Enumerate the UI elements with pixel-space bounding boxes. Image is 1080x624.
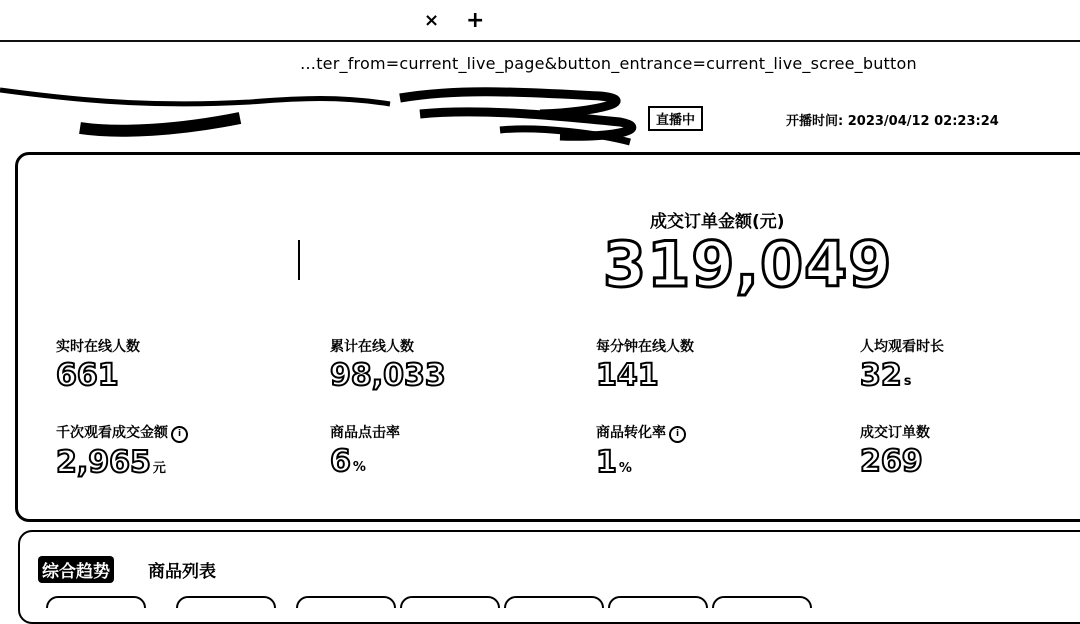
tab-product-list[interactable]: 商品列表 — [148, 562, 216, 582]
info-icon[interactable]: i — [171, 426, 188, 443]
metric-label: 商品点击率 — [330, 425, 400, 441]
filter-chip[interactable] — [296, 596, 396, 608]
metric-realtime-online — [56, 336, 140, 393]
metric-unit: 元 — [152, 461, 166, 476]
gmv-label: 成交订单金额(元) — [650, 212, 785, 232]
metric-value: 269 — [860, 444, 923, 479]
metric-label: 实时在线人数 — [56, 339, 140, 355]
metric-unit: % — [618, 461, 632, 476]
metric-label: 千次观看成交金额 — [56, 425, 168, 441]
metric-avg-watch-time — [860, 336, 944, 393]
filter-chip[interactable] — [46, 596, 146, 608]
metric-cumulative-online — [330, 336, 446, 393]
browser-tab-bar — [0, 0, 1080, 42]
metric-label: 每分钟在线人数 — [596, 339, 694, 355]
close-tab-icon[interactable]: × — [424, 10, 440, 31]
metric-order-count — [860, 422, 930, 479]
metric-conversion-rate — [596, 422, 686, 480]
filter-chip[interactable] — [504, 596, 604, 608]
metric-value: 1 — [596, 445, 617, 480]
address-bar-url[interactable]: …ter_from=current_live_page&button_entrance=current_live_scree_button — [300, 54, 917, 73]
filter-chip[interactable] — [608, 596, 708, 608]
metric-value: 661 — [56, 358, 119, 393]
gmv-value: 319,049 — [603, 228, 893, 301]
metric-unit: % — [352, 460, 366, 475]
metric-value: 98,033 — [330, 358, 446, 393]
metric-value: 141 — [596, 358, 659, 393]
metric-label: 成交订单数 — [860, 425, 930, 441]
metric-unit: s — [903, 374, 912, 389]
info-icon[interactable]: i — [669, 426, 686, 443]
tab-overall-trend[interactable]: 综合趋势 — [38, 556, 114, 583]
metric-value: 6 — [330, 444, 351, 479]
metric-value: 2,965 — [56, 445, 151, 480]
tabs-panel — [18, 530, 1080, 624]
metric-per-minute-online — [596, 336, 694, 393]
metric-gpm — [56, 422, 188, 480]
filter-chip[interactable] — [176, 596, 276, 608]
filter-chip[interactable] — [712, 596, 812, 608]
start-time: 开播时间: 2023/04/12 02:23:24 — [786, 114, 999, 129]
divider — [298, 240, 300, 280]
metric-label: 累计在线人数 — [330, 339, 414, 355]
new-tab-icon[interactable]: + — [466, 8, 485, 33]
filter-chip-row — [36, 594, 1076, 608]
live-status-badge: 直播中 — [648, 106, 703, 131]
filter-chip[interactable] — [400, 596, 500, 608]
metric-click-rate — [330, 422, 400, 479]
metric-label: 人均观看时长 — [860, 339, 944, 355]
metric-label: 商品转化率 — [596, 425, 666, 441]
metric-value: 32 — [860, 358, 902, 393]
